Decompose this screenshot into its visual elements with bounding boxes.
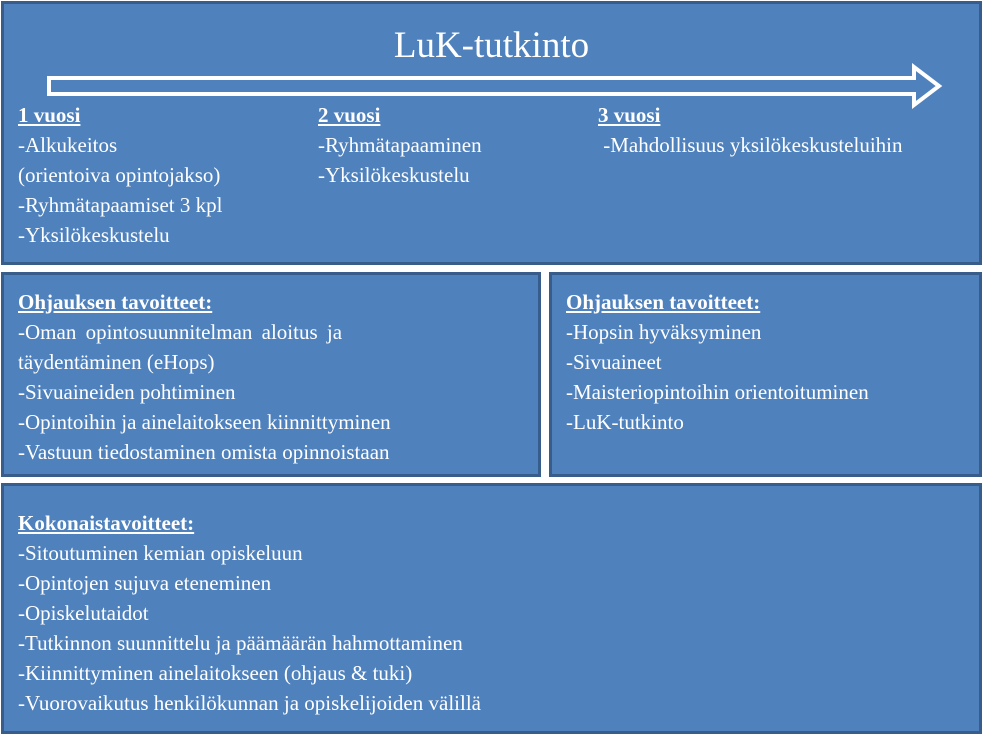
overall-goals-panel bbox=[1, 483, 982, 734]
year-2-item: -Yksilökeskustelu bbox=[318, 163, 470, 187]
year-1-item: -Alkukeitos bbox=[18, 133, 118, 157]
year-3-column bbox=[598, 100, 903, 160]
guidance-goal-item: -Vastuun tiedostaminen omista opinnoistaan bbox=[18, 440, 390, 464]
guidance-goal-item: -Sivuaineet bbox=[566, 350, 662, 374]
year-1-heading: 1 vuosi bbox=[18, 103, 81, 127]
year-2-column bbox=[318, 100, 482, 190]
year-3-item: -Mahdollisuus yksilökeskusteluihin bbox=[598, 133, 903, 157]
guidance-goals-left-heading: Ohjauksen tavoitteet: bbox=[18, 290, 213, 314]
guidance-goals-left-panel bbox=[1, 272, 541, 477]
guidance-goal-item: täydentäminen (eHops) bbox=[18, 350, 215, 374]
guidance-goal-item: -Maisteriopintoihin orientoituminen bbox=[566, 380, 869, 404]
guidance-goal-item: -Oman opintosuunnitelman aloitus ja bbox=[18, 320, 343, 344]
year-1-column bbox=[18, 100, 222, 250]
year-2-item: -Ryhmätapaaminen bbox=[318, 133, 482, 157]
year-1-item: (orientoiva opintojakso) bbox=[18, 163, 221, 187]
guidance-goals-right-heading: Ohjauksen tavoitteet: bbox=[566, 290, 761, 314]
overall-goal-item: -Opintojen sujuva eteneminen bbox=[18, 571, 272, 595]
overall-goal-item: -Kiinnittyminen ainelaitokseen (ohjaus & tuki) bbox=[18, 661, 413, 685]
year-1-item: -Ryhmätapaamiset 3 kpl bbox=[18, 193, 223, 217]
guidance-goal-item: -Hopsin hyväksyminen bbox=[566, 320, 762, 344]
diagram-title: LuK-tutkinto bbox=[393, 25, 590, 66]
year-3-heading: 3 vuosi bbox=[598, 103, 661, 127]
year-2-heading: 2 vuosi bbox=[318, 103, 381, 127]
overall-goal-item: -Tutkinnon suunnittelu ja päämäärän hahmottaminen bbox=[18, 631, 463, 655]
overall-goals-heading: Kokonaistavoitteet: bbox=[18, 511, 195, 535]
guidance-goal-item: -Sivuaineiden pohtiminen bbox=[18, 380, 236, 404]
overall-goal-item: -Sitoutuminen kemian opiskeluun bbox=[18, 541, 303, 565]
overall-goal-item: -Opiskelutaidot bbox=[18, 601, 149, 625]
timeline-panel bbox=[1, 1, 982, 265]
guidance-goal-item: -Opintoihin ja ainelaitokseen kiinnittyminen bbox=[18, 410, 391, 434]
overall-goal-item: -Vuorovaikutus henkilökunnan ja opiskelijoiden välillä bbox=[18, 691, 481, 715]
year-1-item: -Yksilökeskustelu bbox=[18, 223, 170, 247]
guidance-goals-right-panel bbox=[549, 272, 982, 477]
guidance-goal-item: -LuK-tutkinto bbox=[566, 410, 684, 434]
